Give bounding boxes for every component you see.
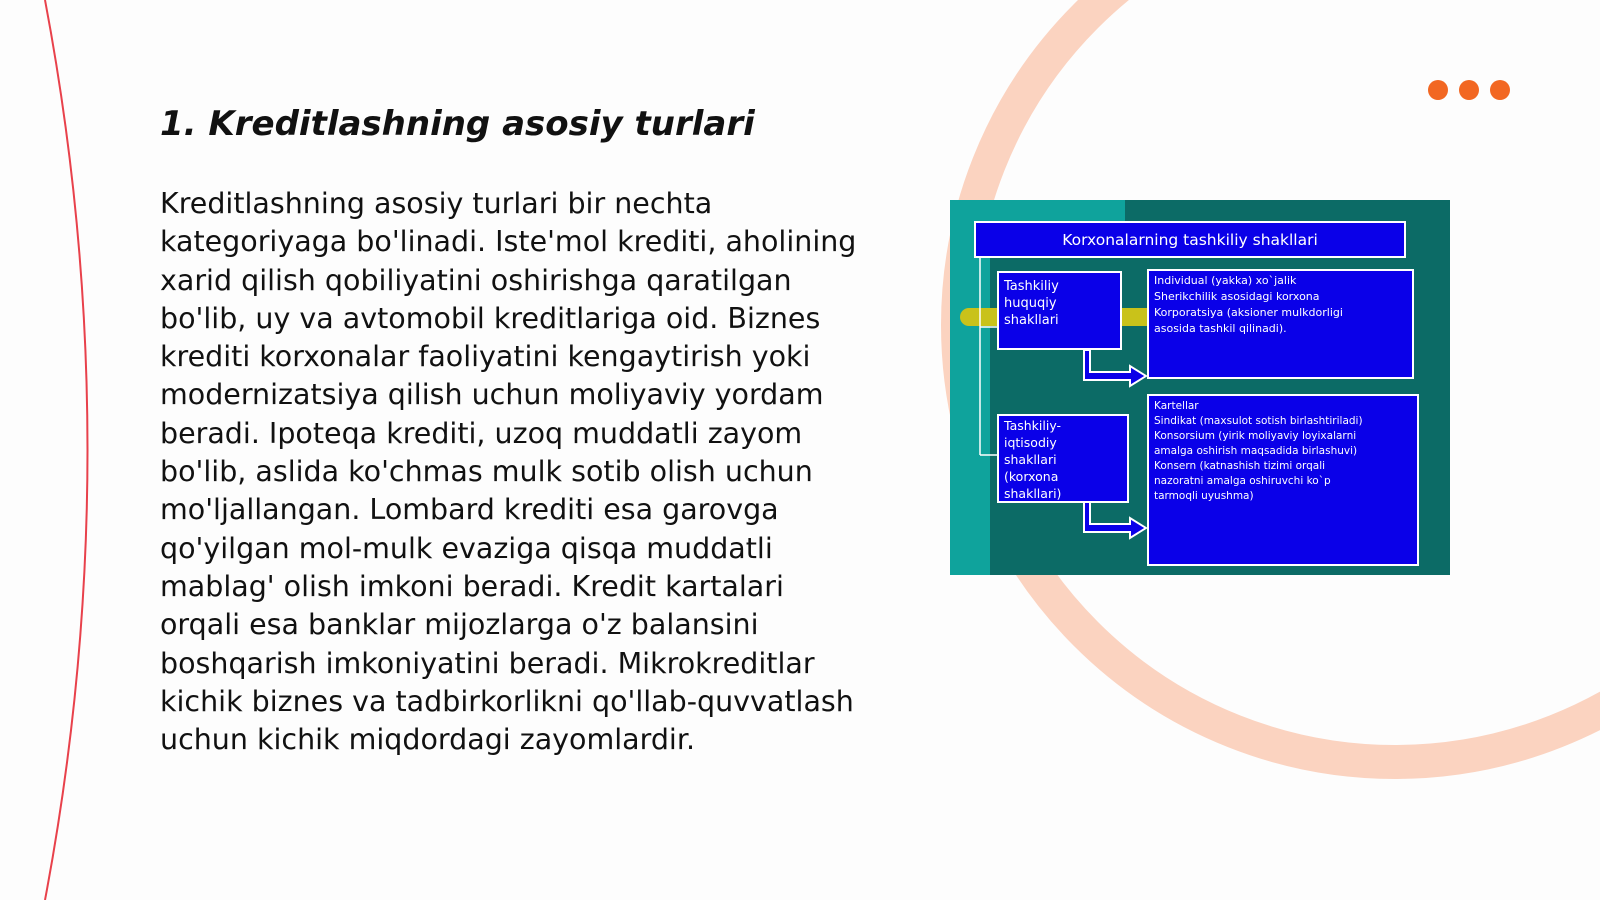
diagram-text-line: shakllari) — [1004, 486, 1062, 501]
diagram-box-economic-forms-text — [1003, 418, 1065, 501]
diagram-text-line: Konsorsium (yirik moliyaviy loyixalarni — [1154, 430, 1357, 442]
decorative-red-line — [45, 0, 88, 900]
diagram-text-line: Tashkiliy — [1004, 279, 1059, 294]
organizational-forms-diagram — [950, 200, 1450, 575]
diagram-text-line: tarmoqli uyushma) — [1154, 490, 1254, 502]
diagram-box-legal-forms-text — [1003, 279, 1063, 328]
diagram-text-line: Konsern (katnashish tizimi orqali — [1154, 460, 1326, 472]
decorative-dots — [1428, 80, 1510, 100]
dot-icon — [1428, 80, 1448, 100]
dot-icon — [1490, 80, 1510, 100]
diagram-header: Korxonalarning tashkiliy shakllari — [1062, 231, 1318, 249]
diagram-text-line: shakllari — [1004, 313, 1059, 328]
diagram-text-line: asosida tashkil qilinadi). — [1154, 322, 1287, 335]
diagram-text-line: amalga oshirish maqsadida birlashuvi) — [1154, 445, 1358, 457]
diagram-text-line: huquqiy — [1004, 296, 1057, 311]
diagram-text-line: (korxona — [1004, 469, 1059, 484]
diagram-text-line: Sherikchilik asosidagi korxona — [1154, 290, 1320, 303]
diagram-text-line: Korporatsiya (aksioner mulkdorligi — [1154, 306, 1343, 319]
dot-icon — [1459, 80, 1479, 100]
slide-body-text: Kreditlashning asosiy turlari bir nechta kategoriyaga bo'linadi. Iste'mol krediti, aholining xarid qilish qobiliyatini oshirishga qaratilgan bo'lib, uy va avtomobil kreditlariga oid. Biznes krediti korxonalar faoliyatini kengaytirish yoki modernizatsiya qilish uchun moliyaviy yordam beradi. Ipoteqa krediti, uzoq muddatli zayom bo'lib, aslida ko'chmas mulk sotib olish uchun mo'ljallangan. Lombard krediti esa garovga qo'yilgan mol-mulk evaziga qisqa muddatli mablag' olish imkoni beradi. Kredit kartalari orqali esa banklar mijozlarga o'z balansini boshqarish imkoniyatini beradi. Mikrokreditlar kichik biznes va tadbirkorlikni qo'llab-quvvatlash uchun kichik miqdordagi zayomlardir. — [160, 187, 857, 757]
diagram-text-line: Tashkiliy- — [1004, 418, 1062, 433]
diagram-text-line: Kartellar — [1154, 400, 1199, 412]
diagram-text-line: shakllari — [1004, 452, 1057, 467]
diagram-text-line: nazoratni amalga oshiruvchi ko`p — [1154, 475, 1331, 487]
diagram-text-line: Sindikat (maxsulot sotish birlashtiriladi) — [1154, 415, 1363, 427]
slide-title: 1. Kreditlashning asosiy turlari — [160, 104, 755, 144]
diagram-text-line: iqtisodiy — [1004, 435, 1057, 450]
diagram-text-line: Individual (yakka) xo`jalik — [1154, 274, 1297, 287]
